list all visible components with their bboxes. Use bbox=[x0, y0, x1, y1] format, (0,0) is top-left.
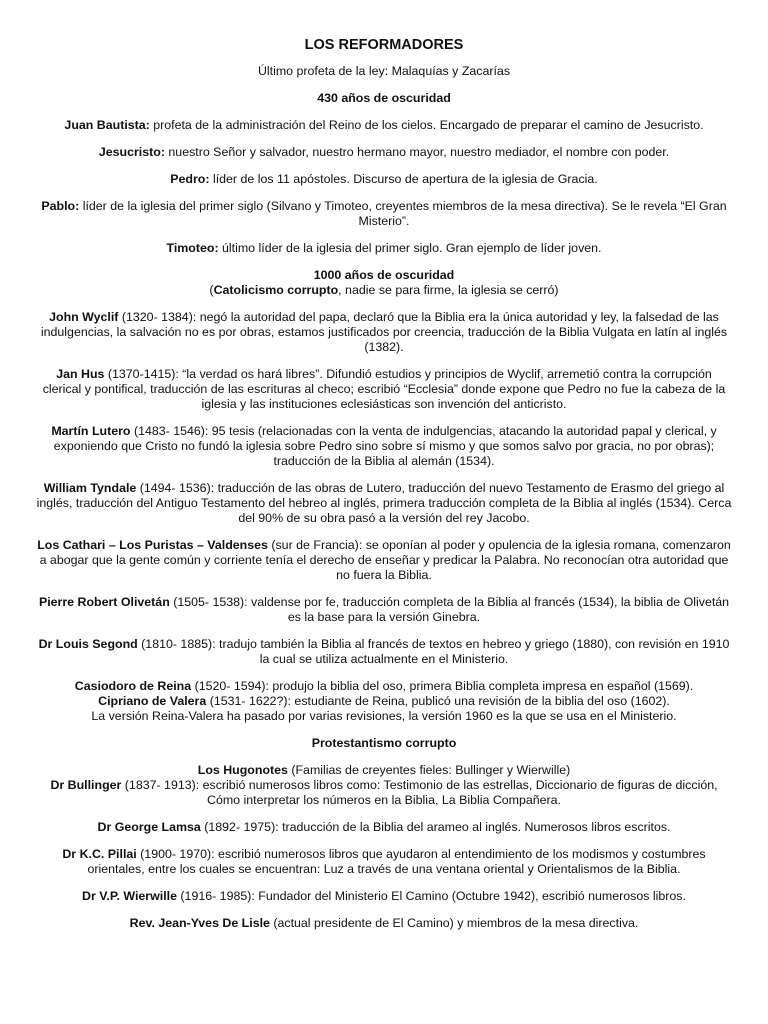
entry-william-tyndale bbox=[36, 481, 732, 526]
entry-name: Dr Louis Segond bbox=[38, 637, 138, 651]
entry-text: (actual presidente de El Camino) y miembros de la mesa directiva. bbox=[269, 916, 639, 930]
entry-name: Jan Hus bbox=[56, 367, 105, 381]
entry-olivetan bbox=[36, 595, 732, 625]
entry-name: Cipriano de Valera bbox=[98, 694, 207, 708]
entry-name: John Wyclif bbox=[49, 310, 119, 324]
entry-text: (1837- 1913): escribió numerosos libros como: Testimonio de las estrellas, Diccionario de figuras de dicción, Cómo interpretar los números en la Biblia, La Biblia Compañera. bbox=[121, 778, 718, 807]
entry-hugonotes-bullinger bbox=[36, 763, 732, 808]
section-heading-430: 430 años de oscuridad bbox=[317, 91, 451, 105]
entry-text: (1320- 1384): negó la autoridad del papa, declaró que la Biblia era la única autoridad y ley, la falsedad de las indulgencias, la salvación no es por obras, estamos justificados por creencia, traducción de la Biblia Vulgata en latín al inglés (1382). bbox=[40, 310, 728, 354]
entry-text: (1505- 1538): valdense por fe, traducción completa de la Biblia al francés (1534), la biblia de Olivetán es la base para la versión Ginebra. bbox=[169, 595, 730, 624]
entry-george-lamsa bbox=[36, 820, 732, 835]
entry-pablo bbox=[36, 199, 732, 229]
entry-text: (1810- 1885): tradujo también la Biblia al francés de textos en hebreo y griego (1880), con revisión en 1910 la cual se utiliza actualmente en el Ministerio. bbox=[137, 637, 730, 666]
entry-name: Pablo: bbox=[41, 199, 80, 213]
entry-kc-pillai bbox=[36, 847, 732, 877]
entry-text: (Familias de creyentes fieles: Bullinger y Wierwille) bbox=[287, 763, 571, 777]
entry-jean-yves-de-lisle bbox=[36, 916, 732, 931]
entry-text: líder de la iglesia del primer siglo (Silvano y Timoteo, creyentes miembros de la mesa directiva). Se le revela “El Gran Misterio”. bbox=[79, 199, 727, 228]
entry-reina-valera bbox=[36, 679, 732, 724]
entry-name: Pedro: bbox=[170, 172, 210, 186]
catolicismo-corrupto: Catolicismo corrupto bbox=[213, 283, 339, 297]
entry-text: (1900- 1970): escribió numerosos libros que ayudaron al entendimiento de los modismos y costumbres orientales, entre los cuales se encuentran: Luz a través de una ventana oriental y Orientalismos de la Biblia. bbox=[87, 847, 706, 876]
entry-text: nuestro Señor y salvador, nuestro hermano mayor, nuestro mediador, el nombre con poder. bbox=[164, 145, 670, 159]
entry-text: (1483- 1546): 95 tesis (relacionadas con la venta de indulgencias, atacando la autoridad papal y clerical, y exponiendo que Cristo no fundó la iglesia sobre Pedro sino sobre sí mismo y que somos salvo por gracia, no por obras); traducción de la Biblia al alemán (1534). bbox=[53, 424, 717, 468]
entry-name: Dr K.C. Pillai bbox=[62, 847, 137, 861]
entry-name: Los Hugonotes bbox=[197, 763, 288, 777]
document-title: LOS REFORMADORES bbox=[304, 37, 464, 53]
entry-timoteo bbox=[36, 241, 732, 256]
entry-name: Dr V.P. Wierwille bbox=[82, 889, 177, 903]
entry-text: (1370-1415): “la verdad os hará libres”. Difundió estudios y principios de Wyclif, arremetió contra la corrupción clerical y pontifical, traducción de las escrituras al checo; escribió “Ecclesia” donde expone que Pedro no fue la cabeza de la iglesia y las instituciones eclesiásticas son invención del anticristo. bbox=[42, 367, 726, 411]
entry-vp-wierwille bbox=[36, 889, 732, 904]
entry-cathari-valdenses bbox=[36, 538, 732, 583]
entry-text: (1520- 1594): produjo la biblia del oso, primera Biblia completa impresa en español (1569). bbox=[191, 679, 694, 693]
entry-louis-segond bbox=[36, 637, 732, 667]
entry-martin-lutero bbox=[36, 424, 732, 469]
entry-juan-bautista bbox=[36, 118, 732, 133]
section-heading-protestantismo: Protestantismo corrupto bbox=[311, 736, 457, 750]
entry-pedro bbox=[36, 172, 732, 187]
entry-text: (1892- 1975): traducción de la Biblia del arameo al inglés. Numerosos libros escritos. bbox=[200, 820, 671, 834]
entry-name: Jesucristo: bbox=[98, 145, 165, 159]
entry-name: Los Cathari – Los Puristas – Valdenses bbox=[37, 538, 268, 552]
entry-jesucristo bbox=[36, 145, 732, 160]
entry-name: Martín Lutero bbox=[51, 424, 131, 438]
document-content bbox=[36, 36, 732, 943]
entry-text: (1531- 1622?): estudiante de Reina, publicó una revisión de la biblia del oso (1602). bbox=[206, 694, 670, 708]
subtitle: Último profeta de la ley: Malaquías y Zacarías bbox=[257, 64, 511, 78]
entry-name: Dr George Lamsa bbox=[97, 820, 201, 834]
entry-name: Dr Bullinger bbox=[50, 778, 122, 792]
entry-text: La versión Reina-Valera ha pasado por varias revisiones, la versión 1960 es la que se usa en el Ministerio. bbox=[91, 709, 677, 723]
entry-name: Rev. Jean-Yves De Lisle bbox=[129, 916, 270, 930]
entry-name: William Tyndale bbox=[43, 481, 137, 495]
entry-text: (1916- 1985): Fundador del Ministerio El Camino (Octubre 1942), escribió numerosos libros. bbox=[176, 889, 686, 903]
entry-jan-hus bbox=[36, 367, 732, 412]
section-heading-1000: 1000 años de oscuridad (Catolicismo corrupto, nadie se para firme, la iglesia se cerró) bbox=[209, 268, 559, 297]
entry-text: último líder de la iglesia del primer siglo. Gran ejemplo de líder joven. bbox=[218, 241, 602, 255]
entry-john-wyclif bbox=[36, 310, 732, 355]
entry-name: Pierre Robert Olivetán bbox=[38, 595, 170, 609]
entry-name: Timoteo: bbox=[166, 241, 219, 255]
entry-text: líder de los 11 apóstoles. Discurso de apertura de la iglesia de Gracia. bbox=[209, 172, 598, 186]
entry-text: profeta de la administración del Reino de los cielos. Encargado de preparar el camino de Jesucristo. bbox=[149, 118, 704, 132]
entry-name: Casiodoro de Reina bbox=[74, 679, 192, 693]
entry-text: (sur de Francia): se oponían al poder y opulencia de la iglesia romana, comenzaron a abogar que la gente común y corriente tenía el derecho de enseñar y predicar la Palabra. No reconocían otra autoridad que no fuera la Biblia. bbox=[39, 538, 731, 582]
entry-name: Juan Bautista: bbox=[64, 118, 150, 132]
entry-text: (1494- 1536): traducción de las obras de Lutero, traducción del nuevo Testamento de Erasmo del griego al inglés, traducción del Antiguo Testamento del hebreo al inglés, primera traducción completa de la Biblia al inglés (1534). Cerca del 90% de su obra pasó a la versión del rey Jacobo. bbox=[36, 481, 732, 525]
